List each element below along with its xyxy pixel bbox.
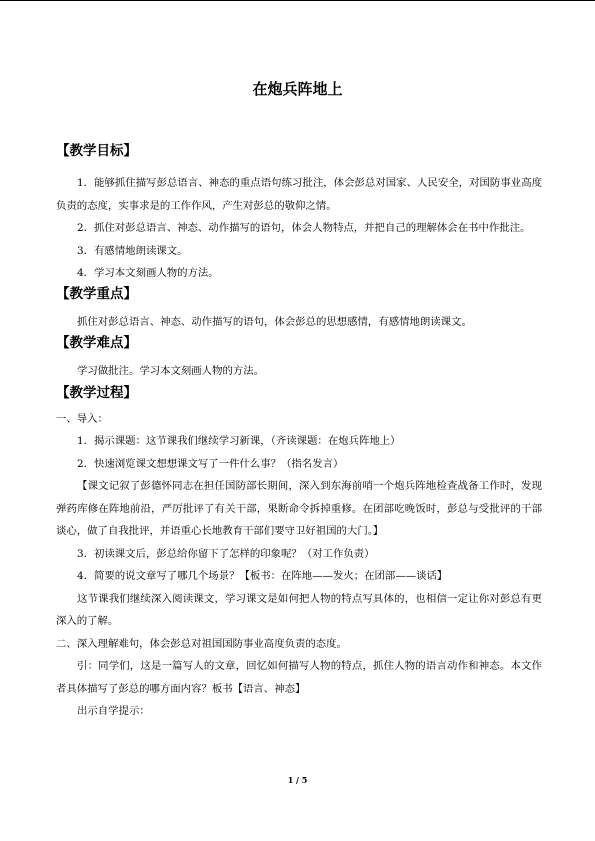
process-item-2: 2．快速浏览课文想想课文写了一件什么事？（指名发言） bbox=[77, 457, 344, 470]
part1-title: 一、导入： bbox=[56, 412, 108, 425]
process-item-3: 3．初读课文后，彭总给你留下了怎样的印象呢？（对工作负责） bbox=[77, 547, 375, 560]
page-number: 1 / 5 bbox=[287, 775, 308, 785]
self-study-prompt: 出示自学提示： bbox=[77, 705, 150, 717]
process-heading: 【教学过程】 bbox=[56, 384, 137, 401]
goal-item-1: 1．能够抓住描写彭总语言、神态的重点语句练习批注，体会彭总对国家、人民安全，对国防事业高度负责的态度，实事求是的工作作风，产生对彭总的敬仰之情。 bbox=[56, 177, 542, 212]
key-points-heading: 【教学重点】 bbox=[56, 285, 137, 302]
process-item-4: 4．简要的说文章写了哪几个场景？【板书：在阵地——发火；在团部——谈话】 bbox=[77, 570, 448, 582]
goals-heading: 【教学目标】 bbox=[56, 143, 137, 159]
key-points-text: 抓住对彭总语言、神态、动作描写的语句，体会彭总的思想感情，有感情地朗读课文。 bbox=[77, 315, 472, 328]
goal-item-2: 2．抓住对彭总语言、神态、动作描写的语句，体会人物特点，并把自己的理解体会在书中作批注。 bbox=[77, 222, 531, 234]
transition-text: 这节课我们继续深入阅读课文，学习课文是如何把人物的特点写具体的，也相信一定让你对彭总有更深入的了解。 bbox=[56, 592, 542, 627]
page-title: 在炮兵阵地上 bbox=[252, 80, 343, 98]
process-item-1: 1．揭示课题：这节课我们继续学习新课，（齐读课题：在炮兵阵地上） bbox=[77, 435, 401, 447]
goal-item-3: 3．有感情地朗读课文。 bbox=[77, 244, 188, 257]
part2-intro: 引：同学们，这是一篇写人的文章，回忆如何描写人物的特点，抓住人物的语言动作和神态。本文作者具体描写了彭总的哪方面内容？板书【语言、神态】 bbox=[56, 660, 542, 695]
document-body bbox=[56, 143, 542, 723]
goal-item-4: 4．学习本文刻画人物的方法。 bbox=[77, 267, 219, 279]
difficulty-heading: 【教学难点】 bbox=[56, 335, 137, 351]
lesson-summary: 【课文记叙了彭德怀同志在担任国防部长期间，深入到东海前哨一个炮兵阵地检查战备工作时，发现弹药库修在阵地前沿，严厉批评了有关干部，果断命令拆掉重修。在团部吃晚饭时，彭总与受批评的干部谈心，做了自我批评，并语重心长地教育干部们要守卫好祖国的大门。】 bbox=[56, 480, 542, 537]
difficulty-text: 学习做批注。学习本文刻画人物的方法。 bbox=[77, 365, 265, 377]
part2-title: 二、深入理解难句，体会彭总对祖国国防事业高度负责的态度。 bbox=[56, 637, 347, 650]
top-rule bbox=[0, 0, 595, 1]
